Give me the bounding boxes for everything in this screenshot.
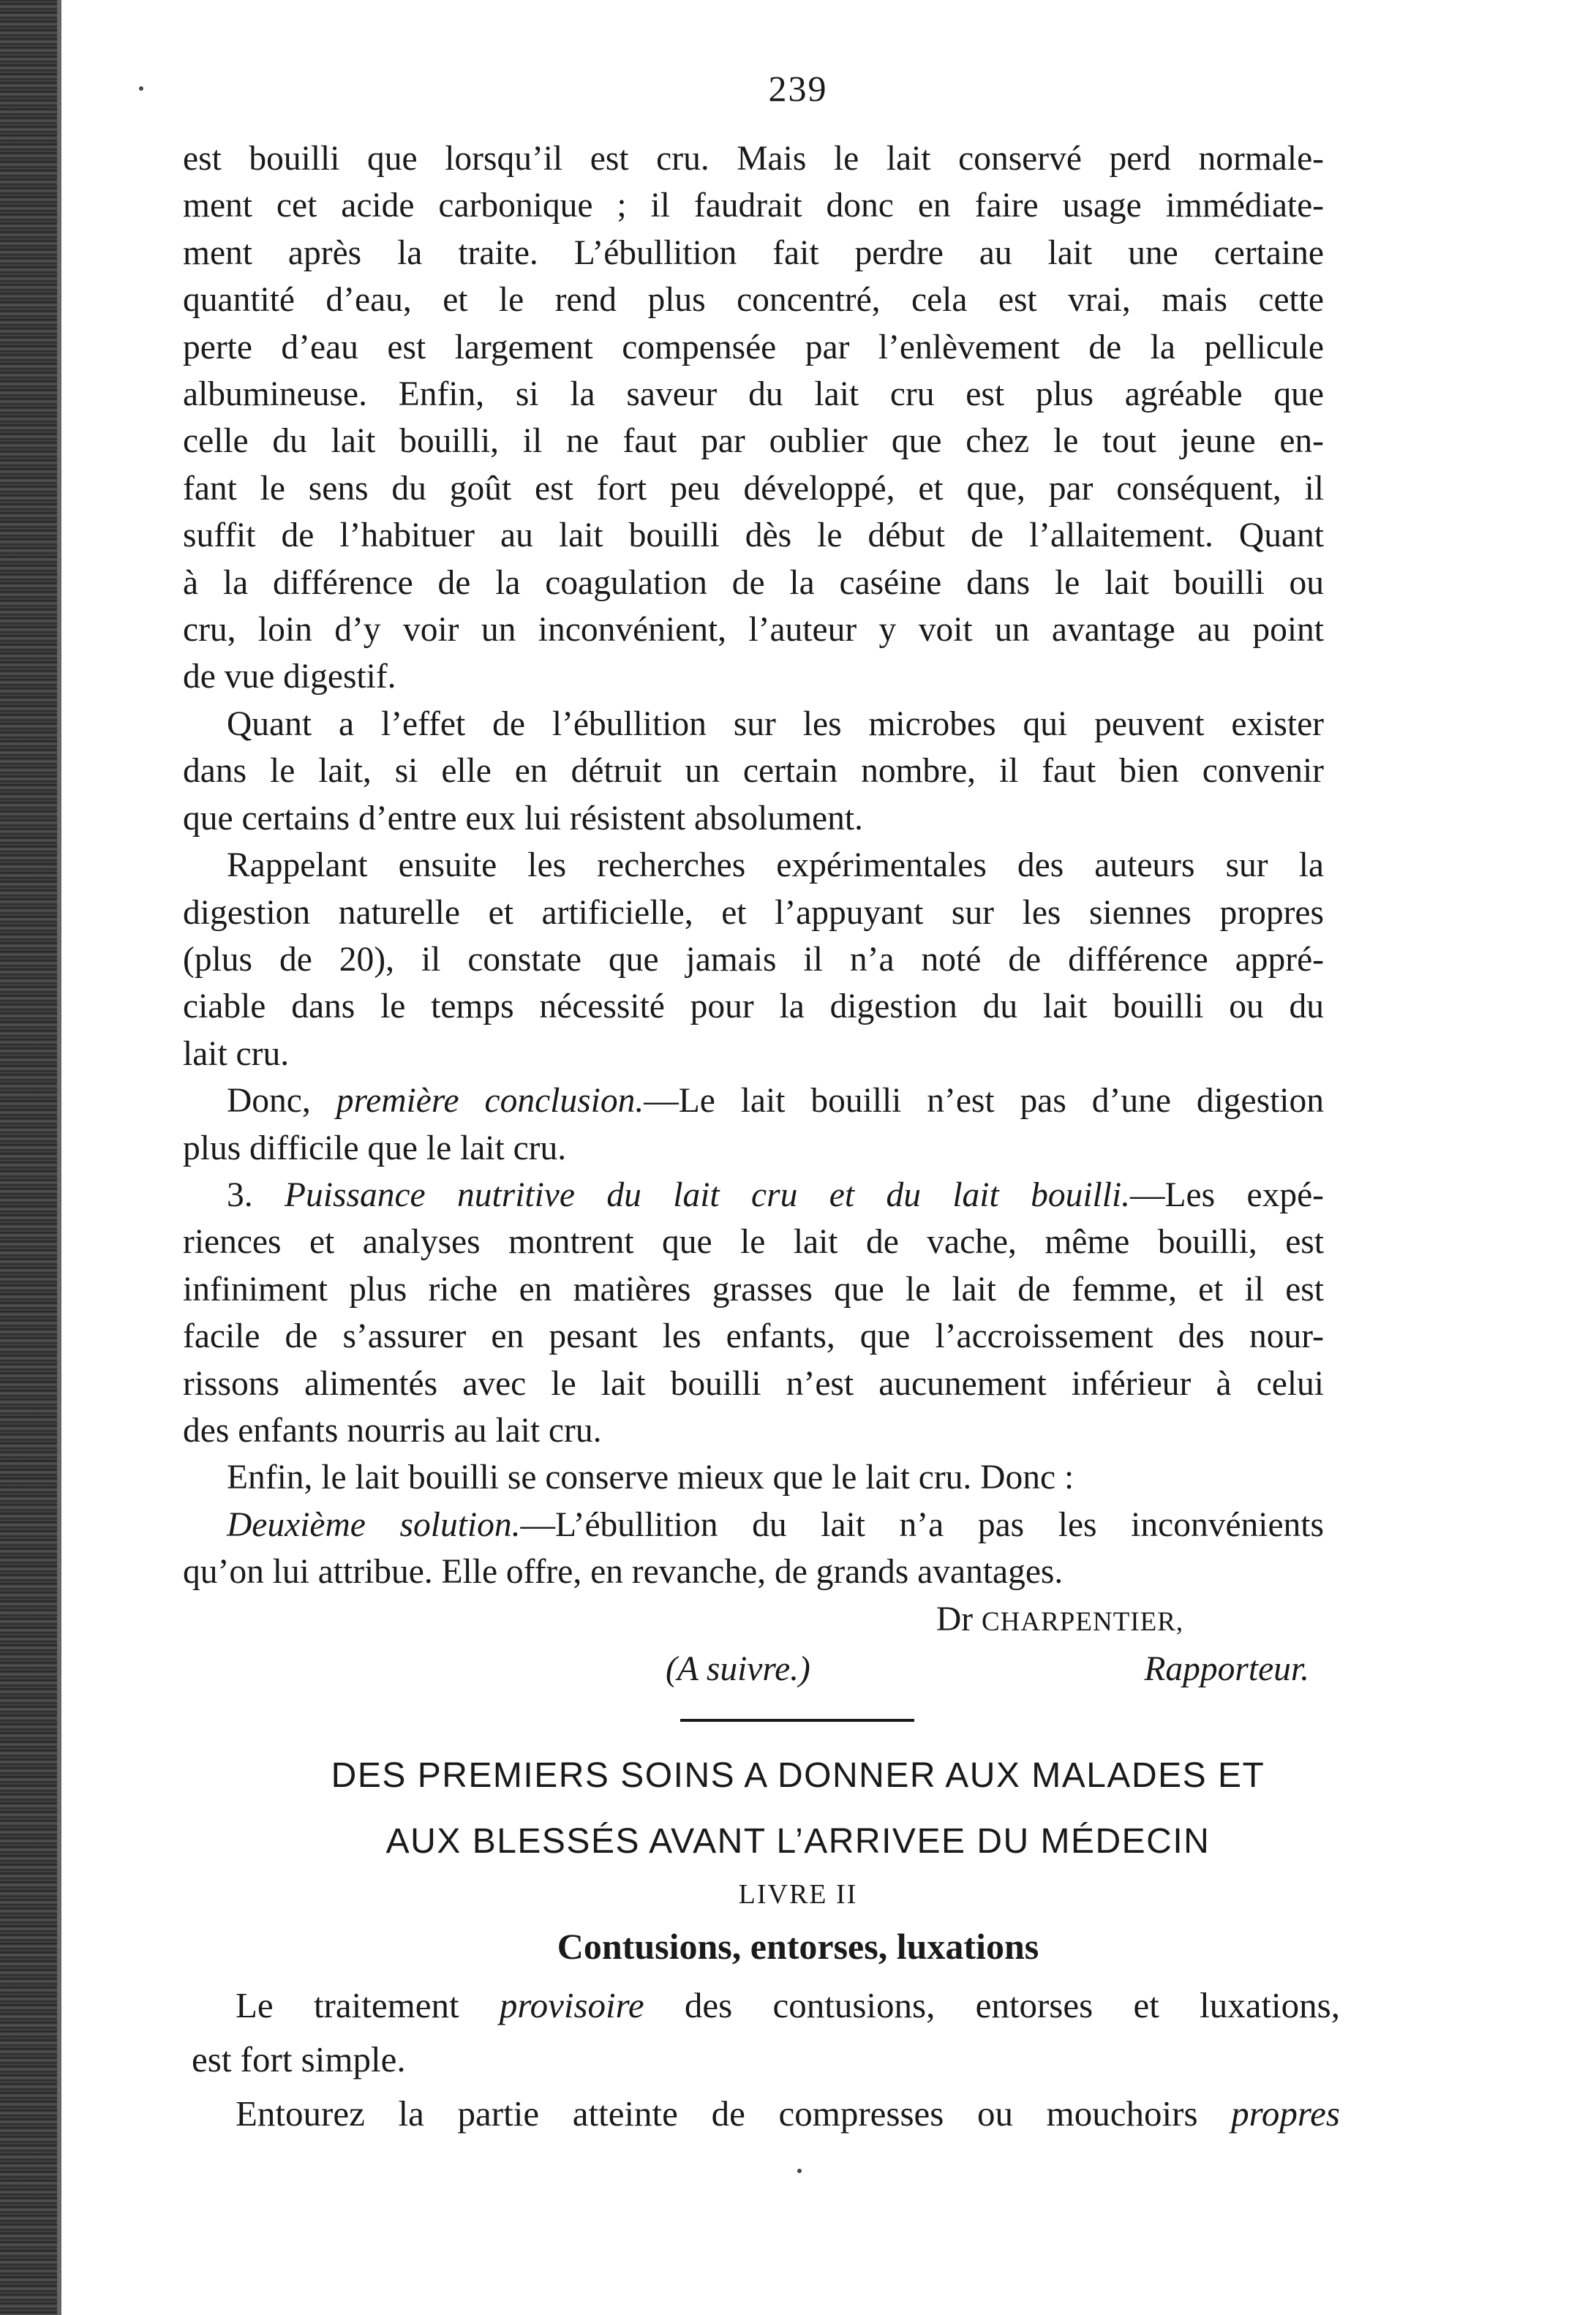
article-body (192, 1979, 1340, 2141)
text-line: celle du lait bouilli, il ne faut par oublier que chez le tout jeune en- (183, 422, 1324, 461)
text-line: albumineuse. Enfin, si la saveur du lait cru est plus agréable que (183, 375, 1324, 414)
signature-row (183, 1646, 1324, 1693)
conclusion-text: —L’ébullition du lait n’a pas les inconvénients (520, 1505, 1324, 1544)
text-line: Enfin, le lait bouilli se conserve mieux que le lait cru. Donc : (227, 1458, 1074, 1497)
text-line: ciable dans le temps nécessité pour la digestion du lait bouilli ou du (183, 987, 1324, 1026)
body-text (183, 135, 1324, 1693)
emphasis: provisoire (499, 1985, 644, 2025)
text-line: suffit de l’habituer au lait bouilli dès le début de l’allaitement. Quant (183, 516, 1324, 555)
text-line: ment cet acide carbonique ; il faudrait donc en faire usage immédiate- (183, 187, 1324, 225)
conclusion-label: première conclusion. (336, 1082, 644, 1121)
text-line: lait cru. (183, 1034, 290, 1073)
binding-shadow (57, 0, 61, 2315)
article-heading-line-1: DES PREMIERS SOINS A DONNER AUX MALADES ET (331, 1756, 1265, 1795)
print-speck (797, 2169, 802, 2173)
signature-name (183, 1596, 1324, 1646)
article-line: est fort simple. (192, 2039, 406, 2079)
text-line: digestion naturelle et artificielle, et l’appuyant sur les siennes propres (183, 893, 1324, 932)
conclusion-one-line (183, 1077, 1324, 1124)
section-number: 3. (227, 1175, 285, 1214)
text-line: est bouilli que lorsqu’il est cru. Mais le lait conservé perd normale- (183, 140, 1324, 178)
article-subheading: Contusions, entorses, luxations (557, 1926, 1039, 1967)
article-heading-line-2: AUX BLESSÉS AVANT L’ARRIVEE DU MÉDECIN (385, 1822, 1211, 1861)
text-line: des enfants nourris au lait cru. (183, 1411, 602, 1450)
text-line: (plus de 20), il constate que jamais il n’a noté de différence appré- (183, 940, 1324, 979)
text-line: à la différence de la coagulation de la caséine dans le lait bouilli ou (183, 563, 1324, 602)
book-label: LIVRE II (738, 1879, 858, 1910)
text-line: plus difficile que le lait cru. (183, 1129, 567, 1167)
section-divider (680, 1719, 914, 1722)
article-line (192, 1979, 1340, 2033)
book-binding-edge (0, 0, 57, 2315)
signature-surname: CHARPENTIER, (982, 1606, 1184, 1637)
conclusion-text: —Le lait bouilli n’est pas d’une digestion (644, 1082, 1324, 1121)
conclusion-label: Deuxième solution. (227, 1505, 521, 1544)
text-line: quantité d’eau, et le rend plus concentré, cela est vrai, mais cette (183, 281, 1324, 320)
paragraph-lead: Entourez la partie atteinte de compresses ou mouchoirs (236, 2093, 1232, 2134)
text-line: qu’on lui attribue. Elle offre, en revanche, de grands avantages. (183, 1553, 1064, 1592)
conclusion-two-line (183, 1502, 1324, 1548)
article-line (192, 2087, 1340, 2141)
text-line: que certains d’entre eux lui résistent absolument. (183, 799, 863, 837)
text-line: dans le lait, si elle en détruit un certain nombre, il faut bien convenir (183, 752, 1324, 791)
to-be-continued: (A suivre.) (666, 1650, 810, 1688)
text-line: riences et analyses montrent que le lait de vache, même bouilli, est (183, 1223, 1324, 1262)
signature-title: Dr (936, 1600, 982, 1638)
conclusion-lead: Donc, (227, 1082, 336, 1121)
text-line: de vue digestif. (183, 658, 396, 696)
emphasis: propres (1231, 2093, 1340, 2134)
text-line: infiniment plus riche en matières grasses que le lait de femme, et il est (183, 1270, 1324, 1309)
section-text: —Les expé- (1130, 1175, 1324, 1214)
page-number: 239 (768, 68, 828, 109)
section-title: Puissance nutritive du lait cru et du lait bouilli. (285, 1175, 1131, 1214)
paragraph-text: des contusions, entorses et luxations, (644, 1985, 1340, 2025)
section-three-heading-line (183, 1172, 1324, 1219)
text-line: Quant a l’effet de l’ébullition sur les microbes qui peuvent exister (227, 704, 1324, 743)
text-line: ment après la traite. L’ébullition fait perdre au lait une certaine (183, 233, 1324, 272)
text-line: Rappelant ensuite les recherches expérimentales des auteurs sur la (227, 846, 1324, 885)
text-line: cru, loin d’y voir un inconvénient, l’auteur y voit un avantage au point (183, 611, 1324, 650)
paragraph-lead: Le traitement (236, 1985, 500, 2025)
signature-role: Rapporteur. (1144, 1650, 1309, 1688)
text-line: fant le sens du goût est fort peu développé, et que, par conséquent, il (183, 469, 1324, 508)
text-line: perte d’eau est largement compensée par l’enlèvement de la pellicule (183, 328, 1324, 366)
text-line: rissons alimentés avec le lait bouilli n’est aucunement inférieur à celui (183, 1364, 1324, 1403)
text-line: facile de s’assurer en pesant les enfants, que l’accroissement des nour- (183, 1317, 1324, 1356)
